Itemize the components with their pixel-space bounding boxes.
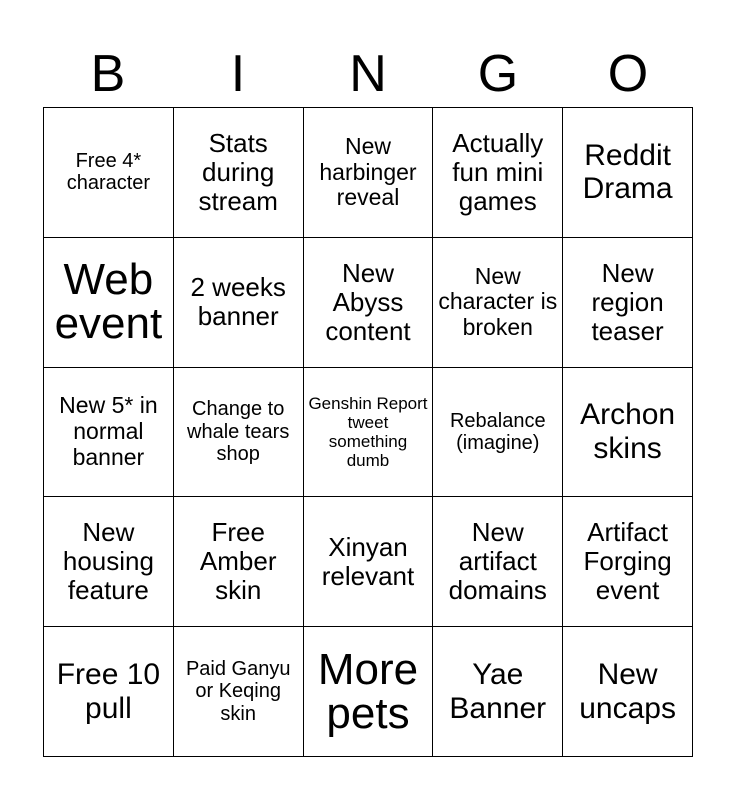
bingo-header (43, 44, 693, 104)
header-letter-n: N (349, 45, 387, 103)
bingo-cell[interactable]: New uncaps (563, 627, 693, 757)
bingo-cell[interactable]: New region teaser (563, 238, 693, 368)
bingo-cell[interactable]: Rebalance (imagine) (433, 368, 563, 498)
header-letter-o: O (607, 45, 649, 103)
header-letter-b: B (90, 45, 126, 103)
header-letter-i: I (230, 45, 246, 103)
header-letter-g: G (477, 45, 519, 103)
bingo-cell[interactable]: New artifact domains (433, 497, 563, 627)
bingo-cell[interactable]: Yae Banner (433, 627, 563, 757)
bingo-cell[interactable]: Artifact Forging event (563, 497, 693, 627)
bingo-cell[interactable]: Stats during stream (174, 108, 304, 238)
bingo-cell[interactable]: Change to whale tears shop (174, 368, 304, 498)
bingo-cell[interactable]: Paid Ganyu or Keqing skin (174, 627, 304, 757)
bingo-cell[interactable]: New character is broken (433, 238, 563, 368)
bingo-cell[interactable]: Free 4* character (44, 108, 174, 238)
bingo-cell[interactable]: New housing feature (44, 497, 174, 627)
bingo-cell[interactable]: Xinyan relevant (304, 497, 434, 627)
bingo-cell[interactable]: New Abyss content (304, 238, 434, 368)
bingo-cell[interactable]: New 5* in normal banner (44, 368, 174, 498)
bingo-cell[interactable]: Free 10 pull (44, 627, 174, 757)
bingo-cell[interactable]: 2 weeks banner (174, 238, 304, 368)
bingo-cell[interactable]: New harbinger reveal (304, 108, 434, 238)
bingo-cell[interactable]: Actually fun mini games (433, 108, 563, 238)
bingo-cell[interactable]: Reddit Drama (563, 108, 693, 238)
bingo-cell[interactable]: Genshin Report tweet something dumb (304, 368, 434, 498)
bingo-cell[interactable]: Free Amber skin (174, 497, 304, 627)
bingo-card (43, 107, 693, 757)
bingo-cell[interactable]: Web event (44, 238, 174, 368)
bingo-cell[interactable]: Archon skins (563, 368, 693, 498)
bingo-cell[interactable]: More pets (304, 627, 434, 757)
